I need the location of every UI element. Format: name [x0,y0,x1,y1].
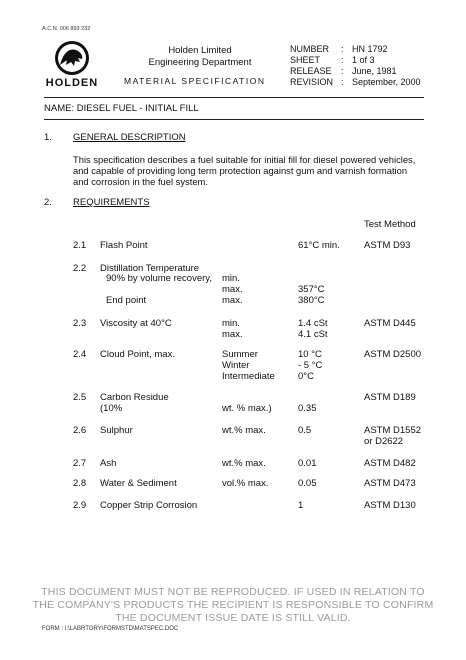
item-sub: 90% by volume recovery, [106,273,212,284]
item-number: 2.7 [73,458,87,469]
brand-wordmark: HOLDEN [45,77,99,89]
meta-label: REVISION [290,77,334,87]
item-value: 61°C min. [298,240,340,251]
item-qualifier: max. [222,329,243,340]
section-title: GENERAL DESCRIPTION [73,132,186,143]
item-name: Carbon Residue [100,392,169,403]
meta-value: HN 1792 [352,44,388,54]
item-sub: End point [106,295,147,306]
section-number: 2. [44,197,52,208]
item-name: Cloud Point, max. [100,349,175,360]
meta-value: September, 2000 [352,77,421,87]
section-title: REQUIREMENTS [73,197,150,208]
item-name: Distillation Temperature [100,263,200,274]
item-value: 380°C [298,295,325,306]
company-name: Holden Limited [168,45,232,56]
item-value: 1.4 cSt [298,318,328,329]
item-number: 2.5 [73,392,87,403]
meta-value: 1 of 3 [352,55,375,65]
item-qualifier: min. [222,273,240,284]
spec-name: NAME: DIESEL FUEL - INITIAL FILL [44,103,199,114]
item-value: - 5 °C [298,360,323,371]
disclaimer-line: THE COMPANY'S PRODUCTS THE RECIPIENT IS RESPONSIBLE TO CONFIRM [32,599,434,611]
item-number: 2.8 [73,478,87,489]
item-number: 2.2 [73,263,87,274]
item-value: 0°C [298,371,314,382]
acn-number: A.C.N. 006 893 232 [42,26,91,32]
item-number: 2.3 [73,318,87,329]
item-name: Sulphur [100,425,133,436]
item-qualifier: Winter [222,360,250,371]
holden-logo [38,38,106,90]
document-type: MATERIAL SPECIFICATION [124,76,266,86]
item-number: 2.6 [73,425,87,436]
meta-label: SHEET [290,55,321,65]
item-method: ASTM D130 [364,500,416,511]
item-qualifier: max. [222,284,243,295]
item-value: 1 [298,500,304,511]
meta-sep: : [341,44,344,54]
meta-label: RELEASE [290,66,332,76]
lion-emblem-icon [38,38,106,78]
item-qualifier: min. [222,318,240,329]
item-method-alt: or D2622 [364,436,404,447]
item-qualifier: Summer [222,349,258,360]
item-value: 357°C [298,284,325,295]
item-name: Copper Strip Corrosion [100,500,198,511]
item-value: 0.35 [298,403,317,414]
item-value: 0.05 [298,478,317,489]
meta-value: June, 1981 [352,66,397,76]
item-name: Water & Sediment [100,478,177,489]
item-number: 2.4 [73,349,87,360]
item-method: ASTM D2500 [364,349,422,360]
meta-sep: : [341,66,344,76]
header-divider [44,97,424,98]
item-sub: (10% [100,403,123,414]
item-qualifier: Intermediate [222,371,275,382]
item-number: 2.9 [73,500,87,511]
item-value: 0.01 [298,458,317,469]
item-method: ASTM D1552 [364,425,422,436]
general-description: This specification describes a fuel suitable for initial fill for diesel powered vehicles, and capable of providing long term protection against gum and varnish formation and corrosion in the fuel system. [73,154,416,188]
item-name: Flash Point [100,240,148,251]
item-method: ASTM D473 [364,478,416,489]
item-value: 10 °C [298,349,322,360]
item-number: 2.1 [73,240,87,251]
disclaimer-line: THE DOCUMENT ISSUE DATE IS STILL VALID. [115,612,351,624]
disclaimer-line: THIS DOCUMENT MUST NOT BE REPRODUCED. IF USED IN RELATION TO [41,586,425,598]
item-method: ASTM D189 [364,392,416,403]
item-value: 4.1 cSt [298,329,328,340]
item-method: ASTM D445 [364,318,416,329]
test-method-header: Test Method [364,219,416,230]
item-name: Ash [100,458,117,469]
item-value: 0.5 [298,425,312,436]
item-method: ASTM D93 [364,240,411,251]
form-path: FORM : I:\LABRTORY\FORMSTD\MATSPEC.DOC [42,626,179,632]
meta-sep: : [341,55,344,65]
meta-sep: : [341,77,344,87]
item-method: ASTM D482 [364,458,416,469]
meta-label: NUMBER [290,44,330,54]
section-number: 1. [44,132,52,143]
department-name: Engineering Department [148,57,252,68]
item-qualifier: wt. % max.) [222,403,272,414]
item-name: Viscosity at 40°C [100,318,172,329]
name-divider [44,119,424,120]
item-qualifier: max. [222,295,243,306]
item-qualifier: wt.% max. [222,425,266,436]
item-qualifier: wt.% max. [222,458,266,469]
item-qualifier: vol.% max. [222,478,269,489]
